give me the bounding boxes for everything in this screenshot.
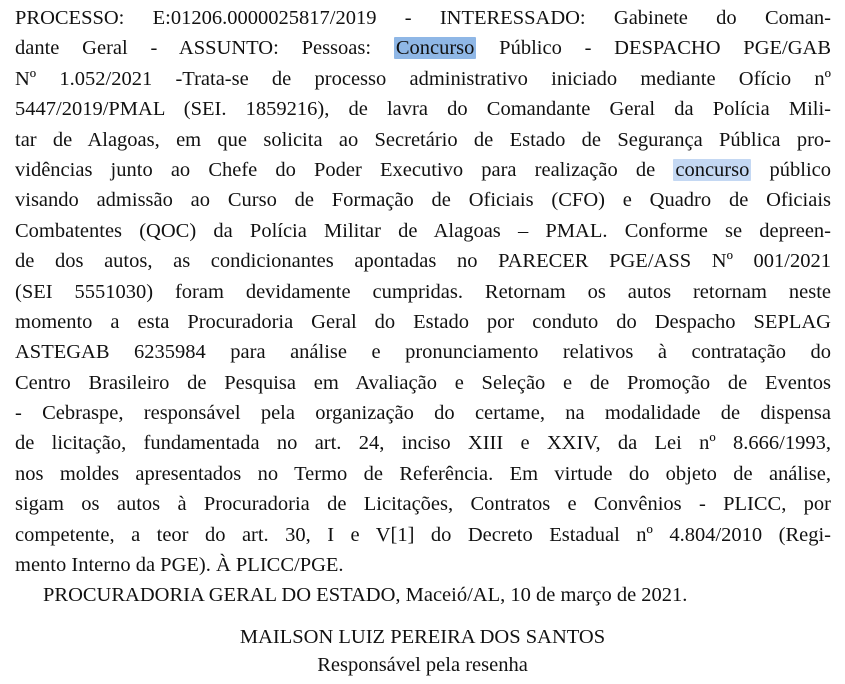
- text-line: Combatentes (QOC) da Polícia Militar de Alagoas – PMAL. Conforme se depreen-: [15, 219, 831, 242]
- text-segment: vidências junto ao Chefe do Poder Executivo para realização de: [15, 158, 674, 181]
- text-line: [15, 155, 831, 185]
- text-line: (SEI 5551030) foram devidamente cumpridas. Retornam os autos retornam neste: [15, 280, 831, 303]
- text-line: Centro Brasileiro de Pesquisa em Avaliação e Seleção e de Promoção de Eventos: [15, 371, 831, 394]
- text-line: nos moldes apresentados no Termo de Referência. Em virtude do objeto de análise,: [15, 462, 831, 485]
- closing-line: PROCURADORIA GERAL DO ESTADO, Maceió/AL, 10 de março de 2021.: [43, 584, 688, 607]
- text-line: tar de Alagoas, em que solicita ao Secretário de Estado de Segurança Pública pro-: [15, 128, 831, 151]
- text-line: de licitação, fundamentada no art. 24, inciso XIII e XXIV, da Lei nº 8.666/1993,: [15, 432, 831, 455]
- text-line: ASTEGAB 6235984 para análise e pronunciamento relativos à contratação do: [15, 341, 831, 364]
- text-line: PROCESSO: E:01206.0000025817/2019 - INTERESSADO: Gabinete do Coman-: [15, 7, 831, 29]
- text-line: mento Interno da PGE). À PLICC/PGE.: [15, 554, 344, 577]
- text-line: visando admissão ao Curso de Formação de Oficiais (CFO) e Quadro de Oficiais: [15, 189, 831, 212]
- text-segment: público: [751, 158, 831, 181]
- text-line: momento a esta Procuradoria Geral do Estado por conduto do Despacho SEPLAG: [15, 310, 831, 333]
- text-line: - Cebraspe, responsável pela organização do certame, na modalidade de dispensa: [15, 402, 831, 425]
- text-line: [15, 33, 831, 63]
- text-segment: Público - DESPACHO PGE/GAB: [476, 37, 831, 60]
- signature-name: MAILSON LUIZ PEREIRA DOS SANTOS: [239, 626, 606, 648]
- text-line: 5447/2019/PMAL (SEI. 1859216), de lavra do Comandante Geral da Polícia Mili-: [15, 98, 831, 121]
- document-body: [15, 3, 831, 611]
- text-line: competente, a teor do art. 30, I e V[1] do Decreto Estadual nº 4.804/2010 (Regi-: [15, 523, 831, 546]
- search-highlight[interactable]: concurso: [675, 158, 750, 181]
- text-segment: dante Geral - ASSUNTO: Pessoas:: [15, 37, 394, 60]
- text-line: sigam os autos à Procuradoria de Licitações, Contratos e Convênios - PLICC, por: [15, 493, 831, 516]
- text-line: de dos autos, as condicionantes apontadas no PARECER PGE/ASS Nº 001/2021: [15, 250, 831, 273]
- signature-role: Responsável pela resenha: [317, 654, 528, 676]
- text-line: Nº 1.052/2021 -Trata-se de processo administrativo iniciado mediante Ofício nº: [15, 67, 831, 90]
- search-highlight[interactable]: Concurso: [395, 37, 475, 60]
